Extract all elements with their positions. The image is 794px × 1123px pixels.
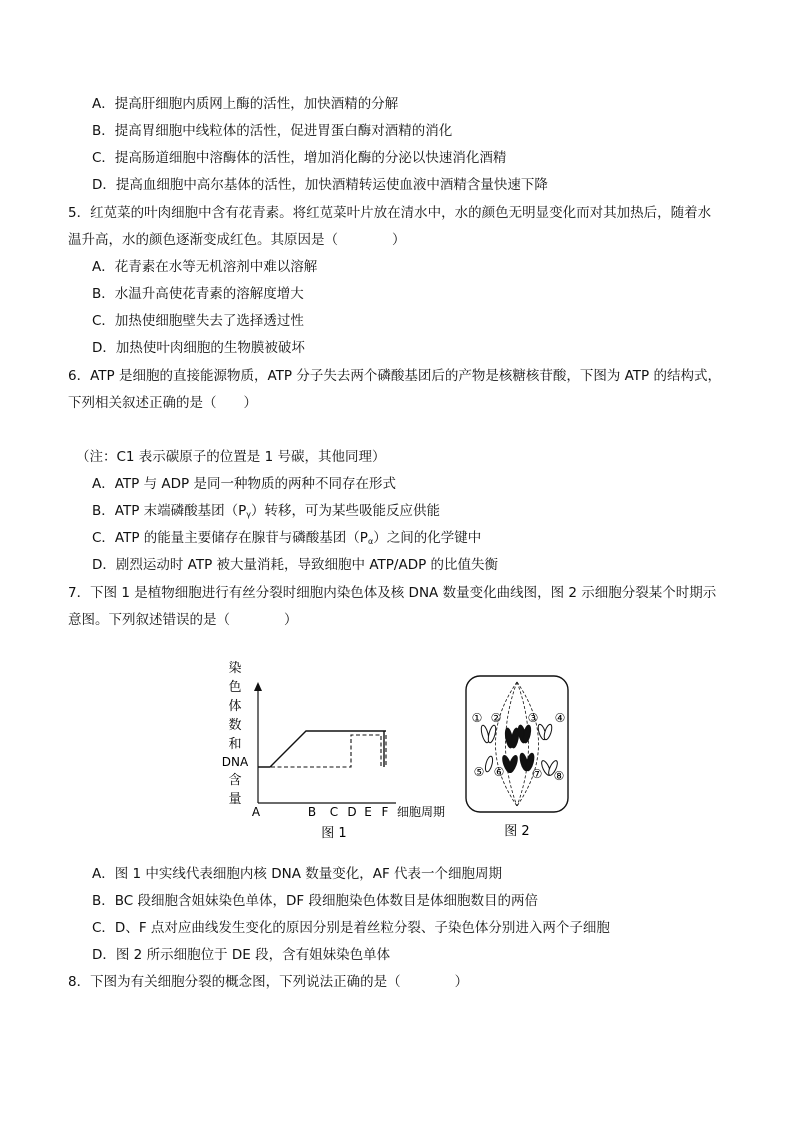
fig2-number-2: ② bbox=[490, 711, 502, 725]
fig2-number-8: ⑧ bbox=[553, 769, 565, 783]
fig1-ylabel bbox=[222, 660, 249, 807]
q6-option-b-sub: γ bbox=[246, 510, 252, 519]
q7-stem-line1: 7．下图 1 是植物细胞进行有丝分裂时细胞内染色体及核 DNA 数量变化曲线图，图 2 示细胞分裂某个时期示 bbox=[68, 585, 717, 601]
fig2-number-4: ④ bbox=[554, 711, 566, 725]
fig2-number-5: ⑤ bbox=[473, 765, 485, 779]
q4-option-a: A．提高肝细胞内质网上酶的活性，加快酒精的分解 bbox=[92, 96, 399, 112]
q5-option-b: B．水温升高使花青素的溶解度增大 bbox=[92, 286, 304, 302]
fig1-ylabel-char: 体 bbox=[228, 699, 242, 714]
figure-1-chromosome-dna-graph bbox=[218, 655, 458, 845]
fig2-number-6: ⑥ bbox=[493, 765, 505, 779]
q7-stem-line2: 意图。下列叙述错误的是（ ） bbox=[68, 612, 298, 628]
q6-option-b-post: ）转移，可为某些吸能反应供能 bbox=[251, 503, 441, 519]
q6-option-b-pre: B．ATP 末端磷酸基团（P bbox=[92, 503, 247, 519]
q7-option-a: A．图 1 中实线代表细胞内核 DNA 数量变化，AF 代表一个细胞周期 bbox=[92, 866, 503, 882]
fig1-ylabel-char: 和 bbox=[228, 737, 242, 752]
q6-option-c-post: ）之间的化学键中 bbox=[373, 530, 482, 546]
q4-option-c: C．提高肠道细胞中溶酶体的活性，增加消化酶的分泌以快速消化酒精 bbox=[92, 150, 507, 166]
fig2-number-1: ① bbox=[471, 711, 483, 725]
fig1-tick-e: E bbox=[364, 805, 372, 819]
fig1-tick-c: C bbox=[329, 805, 339, 819]
figure-2-cell-division bbox=[462, 672, 574, 844]
fig2-number-3: ③ bbox=[527, 711, 539, 725]
q5-option-a: A．花青素在水等无机溶剂中难以溶解 bbox=[92, 259, 318, 275]
q7-option-d: D．图 2 所示细胞位于 DE 段，含有姐妹染色单体 bbox=[92, 947, 391, 963]
fig1-ylabel-char: DNA bbox=[221, 755, 249, 769]
q5-option-c: C．加热使细胞壁失去了选择透过性 bbox=[92, 313, 304, 329]
q5-option-d: D．加热使叶肉细胞的生物膜被破坏 bbox=[92, 340, 305, 356]
fig1-xlabel: 细胞周期 bbox=[397, 805, 446, 819]
fig2-chromosomes bbox=[480, 723, 559, 776]
fig1-ylabel-char: 色 bbox=[228, 680, 242, 695]
q6-option-a: A．ATP 与 ADP 是同一种物质的两种不同存在形式 bbox=[92, 476, 396, 492]
q4-option-b: B．提高胃细胞中线粒体的活性，促进胃蛋白酶对酒精的消化 bbox=[92, 123, 453, 139]
q6-stem-line1: 6．ATP 是细胞的直接能源物质，ATP 分子失去两个磷酸基团后的产物是核糖核苷酸，下图为 ATP 的结构式， bbox=[68, 368, 721, 384]
q6-option-c-sub: α bbox=[367, 537, 374, 546]
q5-stem-line1: 5．红苋菜的叶肉细胞中含有花青素。将红苋菜叶片放在清水中，水的颜色无明显变化而对其加热后，随着水 bbox=[68, 205, 712, 221]
fig1-tick-d: D bbox=[347, 805, 357, 819]
q6-option-c-pre: C．ATP 的能量主要储存在腺苷与磷酸基团（P bbox=[92, 530, 368, 546]
fig1-tick-a: A bbox=[251, 805, 261, 819]
fig2-caption: 图 2 bbox=[504, 824, 530, 839]
fig1-tick-f: F bbox=[381, 805, 389, 819]
fig1-caption: 图 1 bbox=[321, 826, 347, 841]
q7-option-b: B．BC 段细胞含姐妹染色单体，DF 段细胞染色体数目是体细胞数目的两倍 bbox=[92, 893, 538, 909]
q8-stem-line1: 8．下图为有关细胞分裂的概念图，下列说法正确的是（ ） bbox=[68, 974, 469, 990]
q6-option-d: D．剧烈运动时 ATP 被大量消耗，导致细胞中 ATP/ADP 的比值失衡 bbox=[92, 557, 499, 573]
q6-note: （注：C1 表示碳原子的位置是 1 号碳，其他同理） bbox=[76, 449, 386, 465]
q6-option-c bbox=[92, 528, 481, 552]
fig2-number-7: ⑦ bbox=[531, 767, 543, 781]
q6-stem-line2: 下列相关叙述正确的是（ ） bbox=[68, 395, 257, 411]
q5-stem-line2: 温升高，水的颜色逐渐变成红色。其原因是（ ） bbox=[68, 232, 406, 248]
fig1-ylabel-char: 量 bbox=[228, 792, 242, 807]
fig1-chromosome-dashed-line bbox=[258, 735, 381, 767]
fig1-tick-b: B bbox=[307, 805, 317, 819]
fig1-ylabel-char: 染 bbox=[228, 661, 242, 676]
fig1-ylabel-char: 数 bbox=[228, 718, 242, 733]
q4-option-d: D．提高血细胞中高尔基体的活性，加快酒精转运使血液中酒精含量快速下降 bbox=[92, 177, 548, 193]
q6-option-b bbox=[92, 501, 440, 525]
fig1-ylabel-char: 含 bbox=[228, 773, 242, 788]
fig1-y-arrow bbox=[254, 682, 262, 691]
q7-option-c: C．D、F 点对应曲线发生变化的原因分别是着丝粒分裂、子染色体分别进入两个子细胞 bbox=[92, 920, 610, 936]
fig1-dna-solid-line bbox=[258, 731, 386, 767]
